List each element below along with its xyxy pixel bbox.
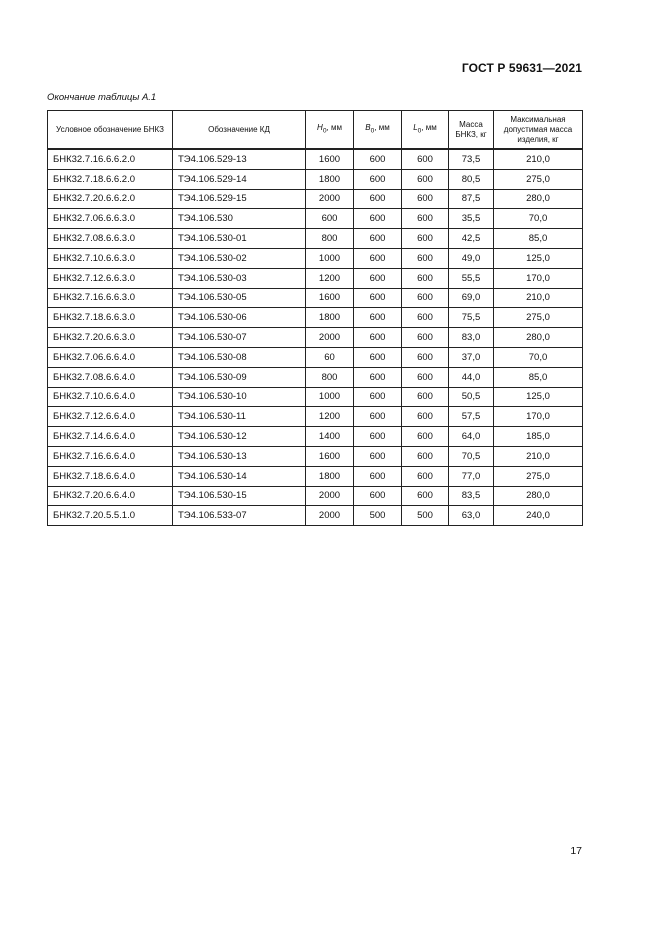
- table-cell: 125,0: [494, 248, 583, 268]
- table-cell: 500: [354, 506, 402, 526]
- table-cell: 600: [354, 347, 402, 367]
- table-cell: БНК32.7.12.6.6.4.0: [48, 407, 173, 427]
- table-cell: ТЭ4.106.530-01: [173, 229, 306, 249]
- header-max-mass: Максимальная допустимая масса изделия, кг: [494, 111, 583, 150]
- table-cell: 240,0: [494, 506, 583, 526]
- table-cell: 600: [354, 486, 402, 506]
- table-cell: 600: [402, 149, 449, 169]
- table-row: [48, 288, 583, 308]
- header-l0: [402, 111, 449, 150]
- table-cell: 600: [354, 328, 402, 348]
- table-cell: 280,0: [494, 189, 583, 209]
- table-row: [48, 149, 583, 169]
- table-cell: БНК32.7.16.6.6.4.0: [48, 446, 173, 466]
- table-cell: 1000: [306, 387, 354, 407]
- table-cell: 77,0: [449, 466, 494, 486]
- table-cell: 600: [402, 229, 449, 249]
- table-cell: БНК32.7.20.5.5.1.0: [48, 506, 173, 526]
- header-kd: Обозначение КД: [173, 111, 306, 150]
- table-cell: 44,0: [449, 367, 494, 387]
- table-cell: 64,0: [449, 427, 494, 447]
- table-cell: БНК32.7.18.6.6.4.0: [48, 466, 173, 486]
- table-cell: 600: [306, 209, 354, 229]
- table-cell: 87,5: [449, 189, 494, 209]
- table-cell: 210,0: [494, 446, 583, 466]
- table-cell: 210,0: [494, 288, 583, 308]
- table-cell: ТЭ4.106.533-07: [173, 506, 306, 526]
- l0-unit: , мм: [421, 123, 437, 133]
- table-cell: 600: [402, 288, 449, 308]
- table-row: [48, 486, 583, 506]
- table-cell: 600: [402, 387, 449, 407]
- table-cell: 2000: [306, 189, 354, 209]
- table-cell: ТЭ4.106.530-10: [173, 387, 306, 407]
- table-cell: 600: [354, 248, 402, 268]
- table-cell: БНК32.7.16.6.6.3.0: [48, 288, 173, 308]
- table-cell: 500: [402, 506, 449, 526]
- table-cell: ТЭ4.106.530-03: [173, 268, 306, 288]
- table-cell: 600: [354, 387, 402, 407]
- table-cell: 600: [354, 288, 402, 308]
- page-number: 17: [570, 845, 582, 857]
- table-cell: БНК32.7.06.6.6.4.0: [48, 347, 173, 367]
- table-cell: БНК32.7.10.6.6.4.0: [48, 387, 173, 407]
- table-cell: 35,5: [449, 209, 494, 229]
- table-cell: ТЭ4.106.530-13: [173, 446, 306, 466]
- table-cell: 600: [402, 268, 449, 288]
- table-row: [48, 169, 583, 189]
- header-designation: Условное обозначение БНКЗ: [48, 111, 173, 150]
- table-cell: 600: [402, 446, 449, 466]
- table-cell: 60: [306, 347, 354, 367]
- table-cell: 69,0: [449, 288, 494, 308]
- table-cell: ТЭ4.106.530-15: [173, 486, 306, 506]
- table-cell: ТЭ4.106.529-14: [173, 169, 306, 189]
- table-cell: 57,5: [449, 407, 494, 427]
- table-row: [48, 347, 583, 367]
- table-cell: 185,0: [494, 427, 583, 447]
- table-cell: 600: [354, 427, 402, 447]
- table-cell: 600: [354, 308, 402, 328]
- table-row: [48, 427, 583, 447]
- table-cell: БНК32.7.20.6.6.4.0: [48, 486, 173, 506]
- table-cell: ТЭ4.106.529-13: [173, 149, 306, 169]
- header-b0: [354, 111, 402, 150]
- header-h0: [306, 111, 354, 150]
- table-row: [48, 328, 583, 348]
- table-cell: 70,5: [449, 446, 494, 466]
- table-cell: 2000: [306, 328, 354, 348]
- table-cell: 37,0: [449, 347, 494, 367]
- table-cell: 275,0: [494, 308, 583, 328]
- table-cell: 75,5: [449, 308, 494, 328]
- table-cell: 600: [354, 229, 402, 249]
- table-caption: Окончание таблицы А.1: [47, 92, 157, 103]
- table-row: [48, 308, 583, 328]
- h0-subscript: 0: [322, 127, 327, 135]
- table-cell: 800: [306, 367, 354, 387]
- table-cell: 2000: [306, 486, 354, 506]
- table-cell: БНК32.7.08.6.6.4.0: [48, 367, 173, 387]
- table-cell: 600: [402, 308, 449, 328]
- table-row: [48, 209, 583, 229]
- l0-symbol: L: [413, 123, 418, 133]
- table-cell: ТЭ4.106.530-12: [173, 427, 306, 447]
- table-cell: БНК32.7.06.6.6.3.0: [48, 209, 173, 229]
- table-header-row: [48, 111, 583, 150]
- table-cell: 275,0: [494, 466, 583, 486]
- b0-unit: , мм: [374, 123, 390, 133]
- table-cell: 85,0: [494, 367, 583, 387]
- table-row: [48, 446, 583, 466]
- table-cell: ТЭ4.106.530-07: [173, 328, 306, 348]
- table-row: [48, 407, 583, 427]
- table-cell: 600: [354, 466, 402, 486]
- table-cell: 1600: [306, 446, 354, 466]
- table-cell: 600: [354, 407, 402, 427]
- table-cell: 2000: [306, 506, 354, 526]
- table-cell: 800: [306, 229, 354, 249]
- table-cell: 600: [402, 347, 449, 367]
- table-cell: 1200: [306, 268, 354, 288]
- table-cell: 275,0: [494, 169, 583, 189]
- table-cell: 600: [354, 209, 402, 229]
- table-cell: 280,0: [494, 328, 583, 348]
- table-cell: 49,0: [449, 248, 494, 268]
- table-cell: ТЭ4.106.530-06: [173, 308, 306, 328]
- table-cell: 600: [354, 367, 402, 387]
- table-cell: БНК32.7.20.6.6.3.0: [48, 328, 173, 348]
- table-cell: 1000: [306, 248, 354, 268]
- table-cell: 1200: [306, 407, 354, 427]
- table-cell: 80,5: [449, 169, 494, 189]
- table-cell: 600: [402, 328, 449, 348]
- table-cell: 1800: [306, 466, 354, 486]
- table-row: [48, 506, 583, 526]
- table-cell: 125,0: [494, 387, 583, 407]
- table-cell: 83,0: [449, 328, 494, 348]
- table-cell: БНК32.7.14.6.6.4.0: [48, 427, 173, 447]
- table-cell: 1600: [306, 288, 354, 308]
- table-cell: ТЭ4.106.530-14: [173, 466, 306, 486]
- table-cell: ТЭ4.106.529-15: [173, 189, 306, 209]
- table-cell: 83,5: [449, 486, 494, 506]
- document-code: ГОСТ Р 59631—2021: [461, 61, 582, 75]
- table-cell: 1800: [306, 169, 354, 189]
- table-cell: ТЭ4.106.530-02: [173, 248, 306, 268]
- table-cell: БНК32.7.20.6.6.2.0: [48, 189, 173, 209]
- table-cell: БНК32.7.16.6.6.2.0: [48, 149, 173, 169]
- table-cell: 600: [402, 407, 449, 427]
- table-cell: 600: [354, 169, 402, 189]
- table-cell: 42,5: [449, 229, 494, 249]
- table-cell: 170,0: [494, 268, 583, 288]
- table-cell: БНК32.7.12.6.6.3.0: [48, 268, 173, 288]
- table-row: [48, 367, 583, 387]
- table-row: [48, 387, 583, 407]
- b0-symbol: B: [365, 123, 371, 133]
- table-cell: ТЭ4.106.530-08: [173, 347, 306, 367]
- table-cell: 600: [402, 209, 449, 229]
- table-row: [48, 268, 583, 288]
- table-row: [48, 189, 583, 209]
- table-cell: БНК32.7.18.6.6.3.0: [48, 308, 173, 328]
- table-cell: 600: [402, 189, 449, 209]
- table-body: [48, 149, 583, 526]
- table-cell: 50,5: [449, 387, 494, 407]
- table-cell: ТЭ4.106.530: [173, 209, 306, 229]
- table-cell: БНК32.7.18.6.6.2.0: [48, 169, 173, 189]
- specification-table: [47, 110, 583, 526]
- table-row: [48, 229, 583, 249]
- l0-subscript: 0: [417, 127, 422, 135]
- table-cell: 600: [354, 268, 402, 288]
- table-cell: 70,0: [494, 347, 583, 367]
- table-row: [48, 466, 583, 486]
- table-cell: 70,0: [494, 209, 583, 229]
- table-cell: 600: [402, 466, 449, 486]
- table-cell: 600: [354, 149, 402, 169]
- table-row: [48, 248, 583, 268]
- table-cell: 73,5: [449, 149, 494, 169]
- table-cell: ТЭ4.106.530-11: [173, 407, 306, 427]
- table-cell: 1800: [306, 308, 354, 328]
- table-cell: 600: [402, 169, 449, 189]
- table-cell: 170,0: [494, 407, 583, 427]
- table-cell: 1400: [306, 427, 354, 447]
- table-cell: 600: [402, 486, 449, 506]
- table-cell: 600: [354, 189, 402, 209]
- table-cell: 85,0: [494, 229, 583, 249]
- header-mass: Масса БНКЗ, кг: [449, 111, 494, 150]
- table-cell: 600: [402, 248, 449, 268]
- table-cell: 63,0: [449, 506, 494, 526]
- table-cell: ТЭ4.106.530-05: [173, 288, 306, 308]
- h0-unit: , мм: [326, 123, 342, 133]
- table-cell: 55,5: [449, 268, 494, 288]
- table-cell: 1600: [306, 149, 354, 169]
- table-cell: БНК32.7.10.6.6.3.0: [48, 248, 173, 268]
- table-cell: БНК32.7.08.6.6.3.0: [48, 229, 173, 249]
- b0-subscript: 0: [370, 127, 375, 135]
- table-cell: ТЭ4.106.530-09: [173, 367, 306, 387]
- table-cell: 210,0: [494, 149, 583, 169]
- table-cell: 600: [354, 446, 402, 466]
- h0-symbol: H: [317, 123, 323, 133]
- table-cell: 600: [402, 427, 449, 447]
- table-cell: 280,0: [494, 486, 583, 506]
- table-cell: 600: [402, 367, 449, 387]
